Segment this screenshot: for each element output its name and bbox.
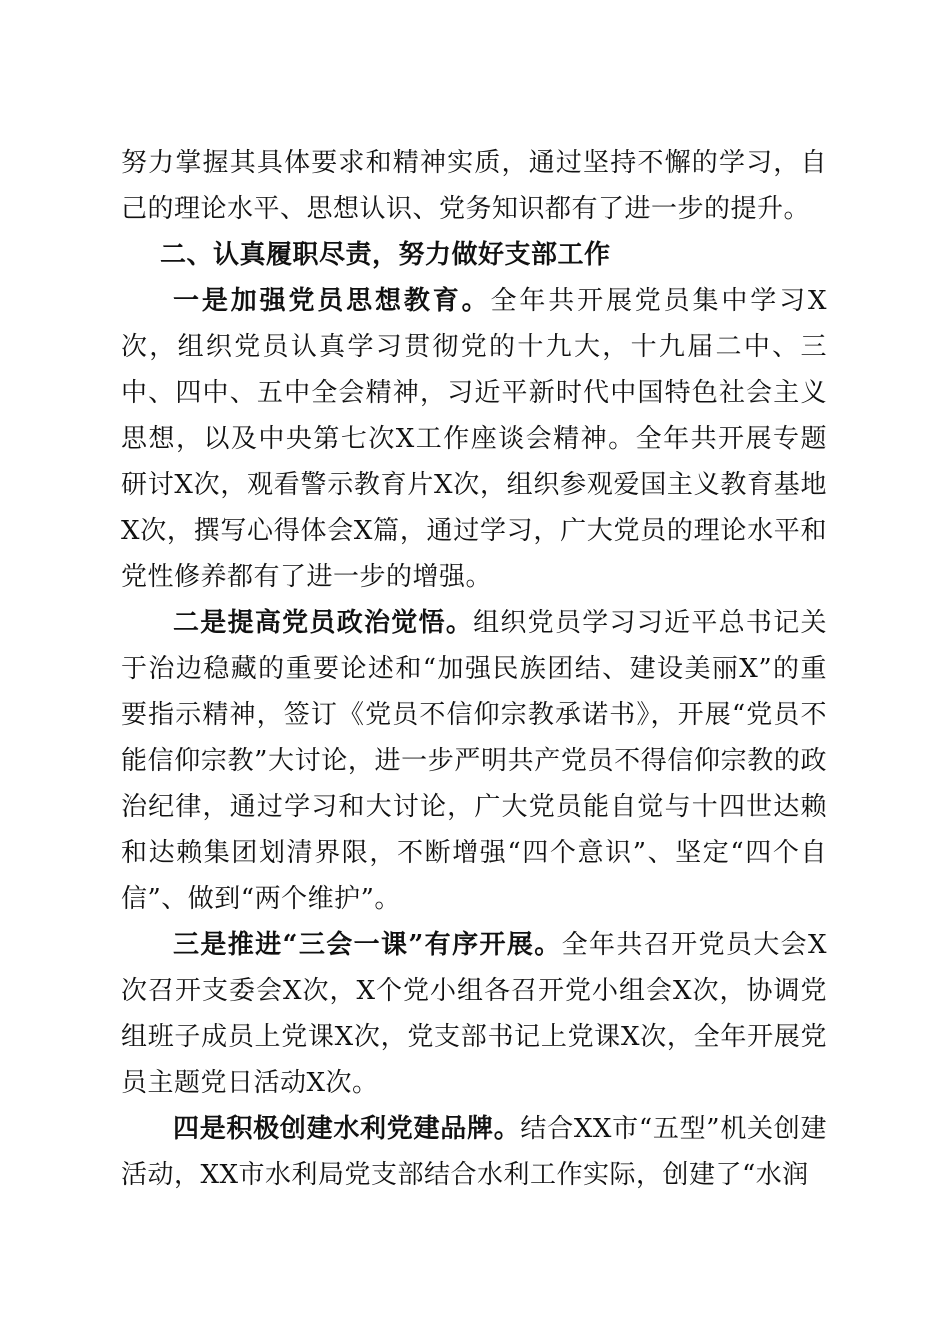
paragraph-4-lead: 四是积极创建水利党建品牌。 — [173, 1114, 521, 1144]
intro-paragraph — [121, 140, 827, 232]
paragraph-1 — [121, 278, 827, 600]
section-heading: 二、认真履职尽责，努力做好支部工作 — [160, 240, 611, 270]
paragraph-2-body: 组织党员学习习近平总书记关于治边稳藏的重要论述和“加强民族团结、建设美丽X”的重要指示精神，签订《党员不信仰宗教承诺书》，开展“党员不能信仰宗教”大讨论，进一步严明共产党员不得信仰宗教的政治纪律，通过学习和大讨论，广大党员能自觉与十四世达赖和达赖集团划清界限，不断增强“四个意识”、坚定“四个自信”、做到“两个维护”。 — [121, 608, 827, 914]
paragraph-4 — [121, 1106, 827, 1198]
paragraph-2-lead: 二是提高党员政治觉悟。 — [173, 608, 474, 638]
intro-text: 努力掌握其具体要求和精神实质，通过坚持不懈的学习，自己的理论水平、思想认识、党务知识都有了进一步的提升。 — [121, 148, 827, 224]
paragraph-2 — [121, 600, 827, 922]
paragraph-3-body: 全年共召开党员大会X次召开支委会X次，X个党小组各召开党小组会X次，协调党组班子成员上党课X次，党支部书记上党课X次，全年开展党员主题党日活动X次。 — [121, 930, 827, 1098]
paragraph-3-lead: 三是推进“三会一课”有序开展。 — [173, 930, 562, 960]
paragraph-4-body: 结合XX市“五型”机关创建活动，XX市水利局党支部结合水利工作实际，创建了“水润 — [121, 1114, 827, 1190]
document-body — [121, 140, 827, 1198]
paragraph-3 — [121, 922, 827, 1106]
paragraph-1-lead: 一是加强党员思想教育。 — [173, 286, 491, 316]
paragraph-1-body: 全年共开展党员集中学习X次，组织党员认真学习贯彻党的十九大，十九届二中、三中、四中、五中全会精神，习近平新时代中国特色社会主义思想，以及中央第七次X工作座谈会精神。全年共开展专题研讨X次，观看警示教育片X次，组织参观爱国主义教育基地X次，撰写心得体会X篇，通过学习，广大党员的理论水平和党性修养都有了进一步的增强。 — [121, 286, 827, 592]
